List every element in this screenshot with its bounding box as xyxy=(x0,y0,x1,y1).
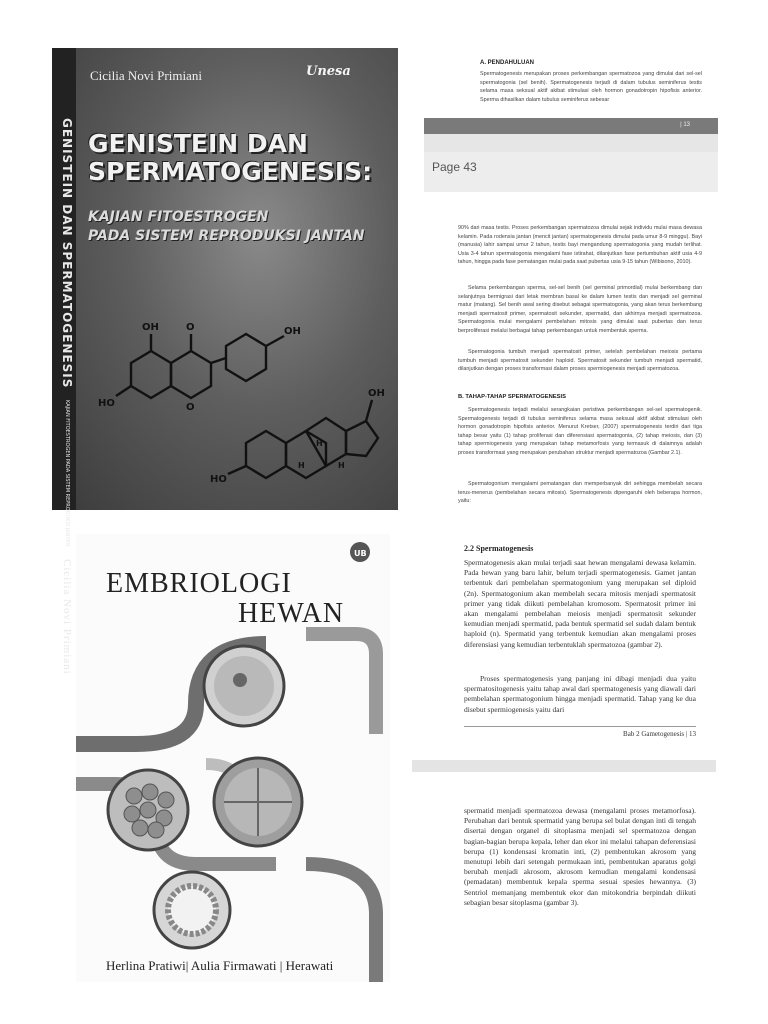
genistein-ring-c xyxy=(171,351,211,398)
page-gap xyxy=(412,760,716,772)
cover-authors: Herlina Pratiwi| Aulia Firmawati | Herawati xyxy=(106,958,334,973)
cover-title-line1: EMBRIOLOGI xyxy=(106,568,292,599)
spine-text xyxy=(54,118,74,675)
paragraph-5: Spermatogonium mengalami pematangan dan memperbanyak diri sehingga membelah secara terus-menerus (pembelahan secara mitosis). Spermatogenesis dipengaruhi oleh beberapa hormon, yaitu: xyxy=(458,481,702,505)
label-h-1: H xyxy=(316,439,323,448)
section-heading-tahap: B. TAHAP-TAHAP SPERMATOGENESIS xyxy=(458,394,567,400)
cover-title-line2: SPERMATOGENESIS: xyxy=(88,157,373,186)
spine-subtitle: KAJIAN FITOESTROGEN PADA SISTEM REPRODUKSI JANTAN xyxy=(64,399,70,546)
label-o-2: O xyxy=(186,402,195,413)
label-ho-2: HO xyxy=(210,474,227,485)
page-footer-bar xyxy=(424,118,718,134)
steroid-ring-a xyxy=(246,431,286,478)
ub-logo-text: UB xyxy=(354,549,367,558)
cover-author: Cicilia Novi Primiani xyxy=(90,68,202,83)
page-excerpt-pendahuluan[interactable] xyxy=(424,48,718,510)
steroid-ring-d xyxy=(346,421,378,456)
spine-author: Cicilia Novi Primiani xyxy=(61,558,73,675)
molecule-illustration xyxy=(76,268,398,510)
paragraph-1: Spermatogenesis akan mulai terjadi saat hewan mengalami dewasa kelamin. Pada hewan yang baru lahir, belum terjadi spermatogenesis. Gamet jantan terbentuk dari pembelahan spermatogonium yang merupakan sel diploid (2n). Spermatogonium akan membelah secara mitosis menjadi spermatosit primer yang tidak diikuti pembelahan kromosom. Spermatosit primer ini akan mengalami pembelahan meiosis menjadi spermatosit sekunder kemudian menjadi spermatid, pada bentuk spermatid sel sudah dalam bentuk haploid (n). Spermatid yang terbentuk kemudian akan mengalami proses diferensiasi yang kemudian terbentuklah spermatozoa (gambar 2). xyxy=(464,558,696,649)
label-oh-2: OH xyxy=(284,326,301,337)
page-number: | 13 xyxy=(680,122,690,128)
paragraph-4: Spermatogenesis terjadi melalui serangkaian peristiwa perkembangan sel-sel spermatogenik. Spermatogenesis terjadi di tubulus seminiferus selama masa seksual aktif akibat stimulasi oleh hormon gonadotropin hipofisis anterior. Menurut Kretser, (2007) spermatogenesis terdiri dari tiga tahap besar yaitu (1) tahap proliferasi dan diferensiasi spermatogonia, (2) tahap meiosis, dan (3) tahap spermiogenesis yang merupakan tahap metamorfosis yang termasuk di dalamnya adalah proses transformasi yang merupakan perubahan struktur menjadi spermatozoa (Gambar 2.1). xyxy=(458,407,702,456)
cover-title xyxy=(88,130,388,186)
page-footer: Bab 2 Gametogenesis | 13 xyxy=(623,730,696,738)
page-label: Page 43 xyxy=(432,160,477,174)
label-oh-1: OH xyxy=(142,322,159,333)
label-o-1: O xyxy=(186,322,195,333)
genistein-ring-a xyxy=(131,351,171,398)
section-heading: 2.2 Spermatogenesis xyxy=(464,544,534,553)
genistein-ring-b xyxy=(226,334,266,381)
embriologi-book-cover[interactable] xyxy=(76,534,390,982)
label-h-2: H xyxy=(338,461,345,470)
cover-subtitle-line1: KAJIAN FITOESTROGEN xyxy=(88,209,269,225)
section-heading-pendahuluan: A. PENDAHULUAN xyxy=(480,60,534,66)
cover-title-line2: HEWAN xyxy=(238,598,345,629)
intro-paragraph: Spermatogenesis merupakan proses perkembangan spermatozoa yang dimulai dari sel-sel spermatogonia (sel benih). Spermatogenesis terjadi di dalam tubulus seminiferus testis selama masa seksual aktif akibat stimulasi oleh hormon gonadotropin hipofisis anterior. Sperma dihasilkan dalam tubulus seminiferus sebesar xyxy=(480,71,702,103)
paragraph-3: spermatid menjadi spermatozoa dewasa (mengalami proses metamorfosa). Perubahan dari bentuk spermatid yang berupa sel bulat dengan inti di tengah disertai dengan organel di sitoplasma menjadi sel spermatozoa dengan bagian-bagian berupa kepala, leher dan ekor ini melalui tahapan deferensiasi berupa (1) kondensasi kromatin inti, (2) pembentukan akrosom yang menutupi lebih dari setengah permukaan inti, pembentukan aparatus golgi berubah menjadi akrosom, akrosom kemudian mengalami kondensasi (pemadatan) membentuk kepala sperma sesuai spesies hewannya. (3) Sentriol memanjang membentuk ekor dan mitokondria berpindah diikuti sebagian besar sitoplasma (gambar 3). xyxy=(464,806,696,907)
paragraph-2: Selama perkembangan sperma, sel-sel benih (sel germinal primordial) mulai berkembang dan selanjutnya bermigrasi dari letak membran basal ke dalam lumen testis dan menjadi sel germinal matur (matang). Sel benih awal sering disebut sebagai spermatogonia, yang akan terus berkembang menjadi spermatosit primer, spermatosit sekunder, spermatid, dan akhirnya menjadi spermatozoa. Spermatogonia mulai mengalami pembelahan mitosis yang dimulai saat pubertas dan terus berproliferasi melalui berbagai tahap perkembangan untuk membentuk sperma. xyxy=(458,285,702,334)
cover-subtitle-line2: PADA SISTEM REPRODUKSI JANTAN xyxy=(88,228,365,244)
footer-rule xyxy=(464,726,696,727)
paragraph-2: Proses spermatogenesis yang panjang ini dibagi menjadi dua yaitu spermatositogenesis yaitu tahap awal dari spermatogenesis yang diawali dari pembelahan spermatogonium hingga menjadi spermatid. Tahap yang ke dua disebut spermiogenesis yaitu dari xyxy=(464,674,696,714)
page-gap xyxy=(424,134,718,152)
label-ho-1: HO xyxy=(98,398,115,409)
publisher-logo: Unesa xyxy=(306,64,351,79)
paragraph-1: 90% dari masa testis. Proses perkembangan spermatozoa dimulai sejak individu mulai masa dewasa kelamin. Pada rodensia jantan (mencit jantan) spermatogenesis dimulai pada umur 8-9 minggu). Bayi (manusia) lahir sampai umur 2 tahun, testis bayi mengandung spermatogonia yang mudah terlihat. Usia 3-4 tahun spermatogonia mengalami fase istirahat, dilanjutkan fase pertumbuhan aktif usia 4-9 tahun, hingga pada fase pematangan mulai pada saat pubertas usia 9-15 tahun (Wibisono, 2010). xyxy=(458,225,702,266)
paragraph-3: Spermatogonia tumbuh menjadi spermatosit primer, setelah pembelahan meiosis pertama tumbuh menjadi spermatosit sekunder haploid. Spermatosit sekunder tumbuh menjadi spermatid, dilanjutkan dengan proses transformasi dalam proses spermiogenesis menjadi spermatozoa. xyxy=(458,349,702,373)
page-excerpt-spermatogenesis[interactable] xyxy=(412,534,716,982)
cover-subtitle xyxy=(88,208,388,246)
label-oh-3: OH xyxy=(368,388,385,399)
label-h-3: H xyxy=(298,461,305,470)
cover-title-line1: GENISTEIN DAN xyxy=(88,129,308,158)
spine-title: GENISTEIN DAN SPERMATOGENESIS xyxy=(60,118,74,389)
page-label-bar xyxy=(424,152,718,192)
